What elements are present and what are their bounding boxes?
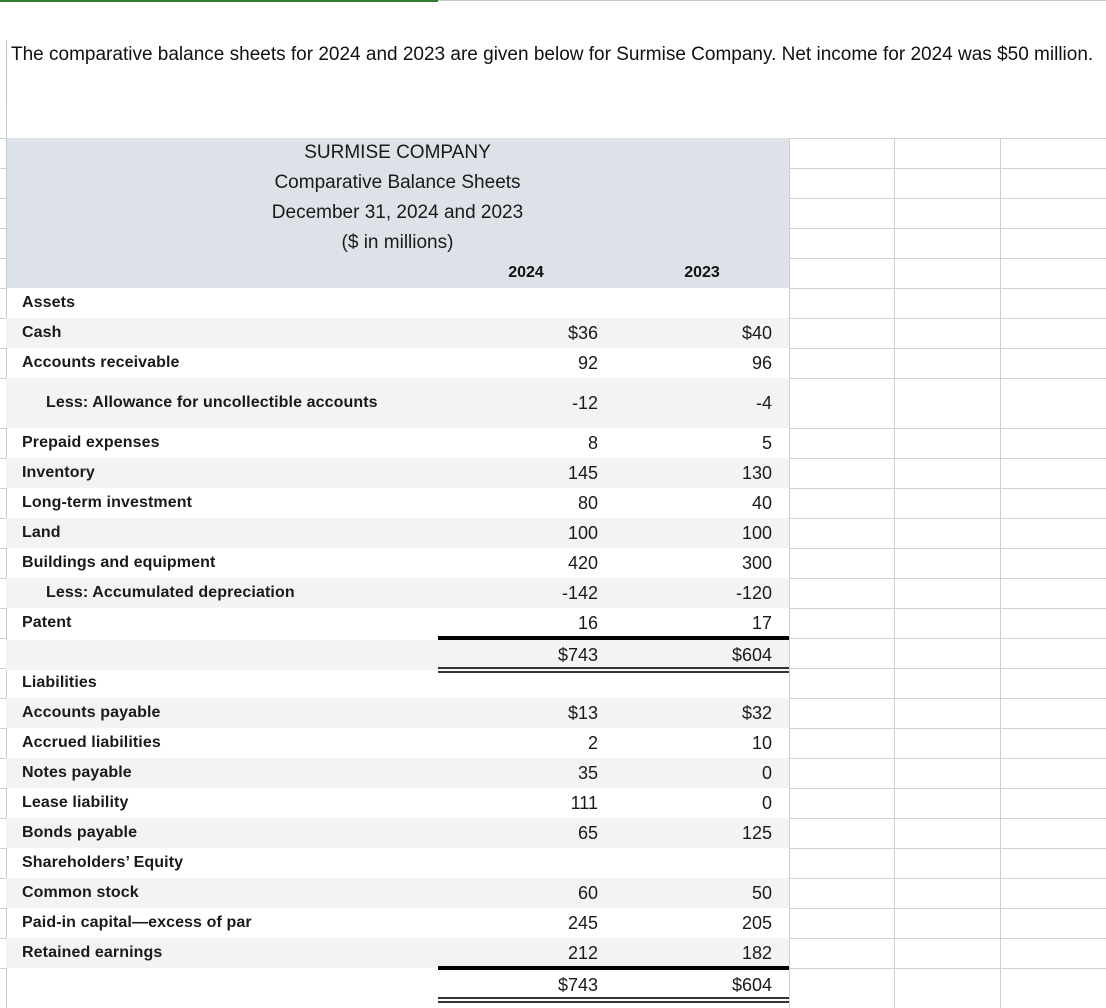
table-row xyxy=(6,728,1106,758)
value-2024: 60 xyxy=(577,883,598,903)
double-underline xyxy=(438,1001,789,1003)
column-header-2023: 2023 xyxy=(684,264,720,281)
total-assets-2023: $604 xyxy=(731,645,772,665)
value-2023: $32 xyxy=(741,703,772,723)
statement-units: ($ in millions) xyxy=(341,232,454,253)
top-border xyxy=(438,0,1106,1)
total-row xyxy=(6,970,1106,1000)
value-2023: 96 xyxy=(751,353,772,373)
table-row xyxy=(6,878,1106,908)
row-label: Cash xyxy=(22,324,62,341)
value-2023: 300 xyxy=(741,553,772,573)
company-name: SURMISE COMPANY xyxy=(304,142,491,163)
value-2024: 92 xyxy=(577,353,598,373)
section-heading-row xyxy=(6,668,1106,698)
table-row xyxy=(6,938,1106,968)
value-2023: -4 xyxy=(755,393,772,413)
row-label: Accrued liabilities xyxy=(22,734,161,751)
row-label: Buildings and equipment xyxy=(22,554,216,571)
total-liabilities-equity-2024: $743 xyxy=(557,975,598,995)
value-2024: 16 xyxy=(577,613,598,633)
value-2023: 40 xyxy=(751,493,772,513)
value-2024: 245 xyxy=(567,913,598,933)
row-label: Inventory xyxy=(22,464,95,481)
table-row xyxy=(6,378,1106,428)
value-2024: 212 xyxy=(567,943,598,963)
table-row xyxy=(6,908,1106,938)
value-2023: 130 xyxy=(741,463,772,483)
value-2024: 8 xyxy=(587,433,598,453)
value-2023: 100 xyxy=(741,523,772,543)
top-accent-bar xyxy=(0,0,438,2)
column-header-2024: 2024 xyxy=(508,264,544,281)
value-2024: 35 xyxy=(577,763,598,783)
grid-row-line xyxy=(789,168,1106,169)
grid-row-line xyxy=(789,638,1106,639)
value-2023: 17 xyxy=(751,613,772,633)
total-assets-2024: $743 xyxy=(557,645,598,665)
grid-row-line xyxy=(789,258,1106,259)
table-row xyxy=(6,608,1106,638)
row-label: Common stock xyxy=(22,884,139,901)
row-label: Retained earnings xyxy=(22,944,163,961)
value-2023: 5 xyxy=(761,433,772,453)
row-label: Notes payable xyxy=(22,764,132,781)
value-2024: 111 xyxy=(570,793,598,813)
table-row xyxy=(6,458,1106,488)
table-row xyxy=(6,548,1106,578)
total-row xyxy=(6,640,1106,670)
row-label: Land xyxy=(22,524,61,541)
grid-row-line xyxy=(789,228,1106,229)
row-label: Less: Accumulated depreciation xyxy=(46,584,295,601)
table-row xyxy=(6,428,1106,458)
row-label: Lease liability xyxy=(22,794,129,811)
statement-date: December 31, 2024 and 2023 xyxy=(271,202,524,223)
value-2024: 100 xyxy=(567,523,598,543)
statement-title: Comparative Balance Sheets xyxy=(274,172,521,193)
table-row xyxy=(6,758,1106,788)
row-label: Paid-in capital—excess of par xyxy=(22,914,252,931)
table-row xyxy=(6,788,1106,818)
table-row xyxy=(6,488,1106,518)
assets-heading: Assets xyxy=(22,294,76,311)
grid-row-line xyxy=(789,198,1106,199)
intro-paragraph: The comparative balance sheets for 2024 and 2023 are given below for Surmise Company. Net income for 2024 was $50 million. xyxy=(6,40,1101,98)
table-row xyxy=(6,578,1106,608)
row-label: Accounts payable xyxy=(22,704,161,721)
section-heading-row xyxy=(6,288,1106,318)
row-label: Bonds payable xyxy=(22,824,138,841)
grid-row-tick xyxy=(0,968,6,969)
table-row xyxy=(6,348,1106,378)
value-2023: 205 xyxy=(741,913,772,933)
value-2023: 10 xyxy=(751,733,772,753)
value-2023: 0 xyxy=(761,793,772,813)
value-2024: 145 xyxy=(567,463,598,483)
section-heading-row xyxy=(6,848,1106,878)
value-2024: -12 xyxy=(571,393,598,413)
table-row xyxy=(6,318,1106,348)
table-row xyxy=(6,698,1106,728)
value-2024: 420 xyxy=(567,553,598,573)
equity-heading: Shareholders’ Equity xyxy=(22,854,184,871)
value-2023: -120 xyxy=(735,583,772,603)
grid-row-line xyxy=(789,968,1106,969)
table-row xyxy=(6,518,1106,548)
value-2023: 50 xyxy=(751,883,772,903)
value-2023: $40 xyxy=(741,323,772,343)
row-label: Less: Allowance for uncollectible accounts xyxy=(46,394,378,411)
row-label: Prepaid expenses xyxy=(22,434,160,451)
table-row xyxy=(6,818,1106,848)
value-2024: 65 xyxy=(577,823,598,843)
value-2024: $36 xyxy=(567,323,598,343)
value-2024: $13 xyxy=(567,703,598,723)
grid-row-tick xyxy=(0,638,6,639)
double-underline xyxy=(438,997,789,999)
value-2023: 182 xyxy=(741,943,772,963)
row-label: Accounts receivable xyxy=(22,354,180,371)
grid-row-line xyxy=(789,138,1106,139)
total-liabilities-equity-2023: $604 xyxy=(731,975,772,995)
value-2023: 125 xyxy=(741,823,772,843)
liabilities-heading: Liabilities xyxy=(22,674,97,691)
value-2024: -142 xyxy=(561,583,598,603)
value-2023: 0 xyxy=(761,763,772,783)
row-label: Long-term investment xyxy=(22,494,193,511)
value-2024: 2 xyxy=(587,733,598,753)
grid-row-tick xyxy=(0,258,6,259)
row-label: Patent xyxy=(22,614,72,631)
value-2024: 80 xyxy=(577,493,598,513)
